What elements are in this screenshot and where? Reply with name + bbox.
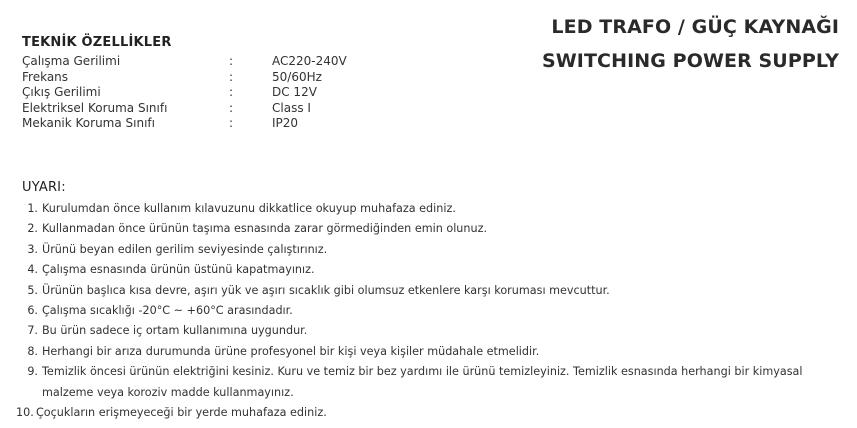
list-item-text: Kurulumdan önce kullanım kılavuzunu dikkatlice okuyup muhafaza ediniz. (42, 202, 456, 215)
spec-value: Class I (272, 100, 311, 115)
list-item-text: Kullanmadan önce ürünün taşıma esnasında zarar görmediğinden emin olunuz. (42, 222, 488, 236)
list-item-number: 6. (27, 304, 38, 318)
list-item-text: Çoçukların erişmeyeceği bir yerde muhafaza ediniz. (36, 406, 327, 420)
spec-value: AC220-240V (272, 54, 347, 68)
list-item (22, 260, 842, 280)
spec-value: DC 12V (272, 85, 317, 99)
spec-label: Çalışma Gerilimi (22, 54, 121, 68)
spec-label: Elektriksel Koruma Sınıfı (22, 100, 168, 115)
list-item (22, 362, 842, 403)
list-item-text: Herhangi bir arıza durumunda ürüne profesyonel bir kişi veya kişiler müdahale etmelidir. (42, 344, 540, 358)
list-item (22, 219, 842, 239)
list-item-number: 7. (27, 324, 38, 338)
spec-separator: : (229, 54, 234, 68)
list-item (22, 301, 842, 321)
spec-value: 50/60Hz (272, 69, 322, 84)
list-item-number: 4. (27, 263, 38, 277)
list-item-number: 8. (27, 344, 38, 358)
spec-row (22, 101, 347, 117)
specs-title: TEKNİK ÖZELLİKLER (22, 35, 172, 50)
spec-row (22, 85, 347, 101)
list-item (16, 403, 842, 423)
list-item (22, 342, 842, 362)
product-title-en: SWITCHING POWER SUPPLY (541, 50, 839, 72)
list-item-text: Temizlik öncesi ürünün elektriğini kesiniz. Kuru ve temiz bir bez yardımı ile ürünü temizleyiniz. Temizlik esnasında herhangi bir kimyasal malzeme veya koroziv madde kullanmayınız. (42, 365, 803, 399)
list-item-text: Çalışma esnasında ürünün üstünü kapatmayınız. (42, 263, 315, 277)
list-item-number: 9. (27, 365, 38, 379)
spec-row (22, 70, 347, 86)
list-item (22, 240, 842, 260)
list-item-text: Çalışma sıcaklığı -20°C ~ +60°C arasındadır. (42, 304, 293, 318)
warnings-section (16, 180, 842, 423)
product-title-tr: LED TRAFO / GÜÇ KAYNAĞI (551, 16, 839, 38)
spec-separator: : (229, 116, 234, 130)
list-item-text: Ürünü beyan edilen gerilim seviyesinde çalıştırınız. (42, 242, 328, 256)
list-item-number: 1. (27, 202, 38, 215)
list-item (22, 281, 842, 301)
list-item-number: 5. (27, 283, 38, 297)
list-item-text: Bu ürün sadece iç ortam kullanımına uygundur. (42, 324, 308, 338)
spec-value: IP20 (272, 116, 299, 130)
list-item-number: 10. (16, 406, 34, 420)
technical-specs (22, 35, 347, 132)
list-item-number: 3. (27, 242, 38, 256)
list-item (22, 199, 842, 219)
warnings-title: UYARI: (22, 180, 66, 195)
spec-row (22, 116, 347, 132)
spec-label: Çıkış Gerilimi (22, 85, 101, 99)
spec-separator: : (229, 69, 234, 84)
spec-separator: : (229, 100, 234, 115)
spec-label: Mekanik Koruma Sınıfı (22, 116, 155, 130)
product-title (542, 10, 839, 78)
spec-row (22, 54, 347, 70)
spec-label: Frekans (22, 69, 69, 84)
list-item-number: 2. (27, 222, 38, 236)
list-item (22, 321, 842, 341)
spec-separator: : (229, 85, 234, 99)
list-item-text: Ürünün başlıca kısa devre, aşırı yük ve aşırı sıcaklık gibi olumsuz etkenlere karşı koruması mevcuttur. (42, 283, 610, 297)
warnings-list (16, 199, 842, 423)
